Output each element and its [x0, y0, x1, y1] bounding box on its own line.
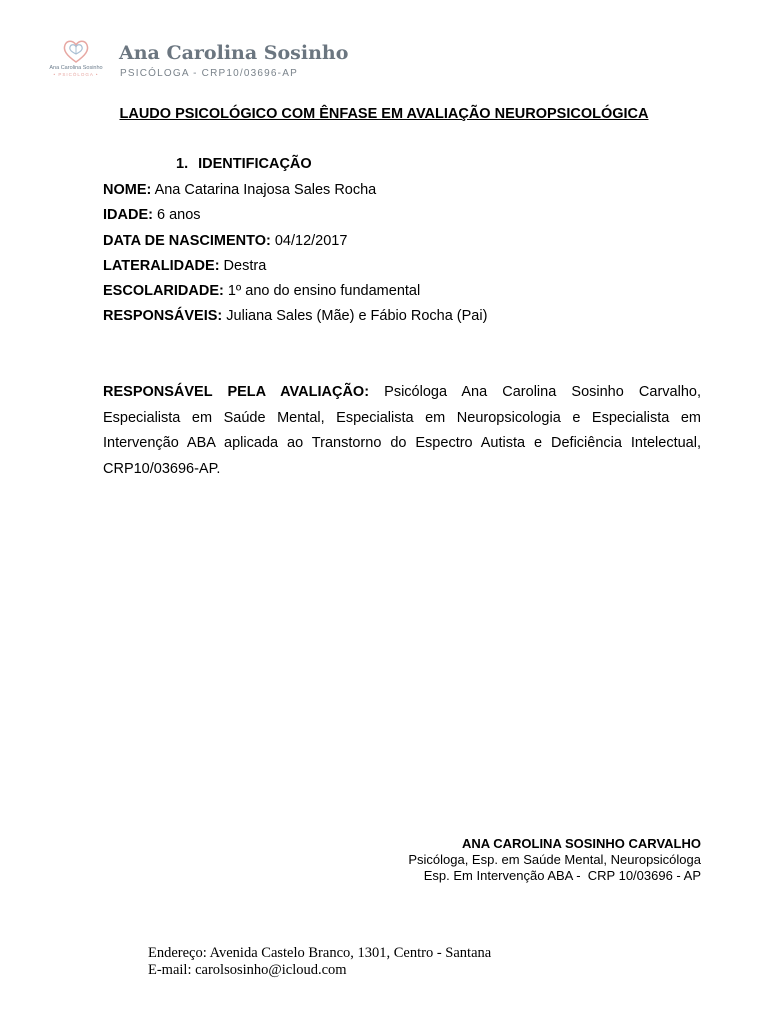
evaluator-paragraph	[103, 380, 701, 482]
section-title: IDENTIFICAÇÃO	[198, 156, 312, 172]
field-label: NOME:	[103, 182, 152, 198]
field-value: 6 anos	[152, 207, 201, 224]
field-escolaridade	[103, 282, 703, 307]
field-value: 1º ano do ensino fundamental	[223, 283, 421, 300]
field-responsaveis	[103, 307, 703, 332]
signature-block	[408, 836, 701, 884]
field-value: Destra	[219, 257, 267, 274]
signature-line-1: Psicóloga, Esp. em Saúde Mental, Neuropsicóloga	[408, 852, 701, 867]
field-label: RESPONSÁVEIS:	[103, 308, 223, 325]
brand-name: Ana Carolina Sosinho	[119, 42, 349, 64]
signature-name: ANA CAROLINA SOSINHO CARVALHO	[461, 836, 701, 851]
signature-line-2: Esp. Em Intervenção ABA - CRP 10/03696 - AP	[423, 868, 701, 883]
field-idade	[103, 206, 703, 231]
field-label: DATA DE NASCIMENTO:	[103, 232, 271, 249]
logo	[40, 34, 112, 84]
section-heading	[176, 156, 312, 172]
field-nome	[103, 181, 703, 206]
section-number: 1.	[176, 156, 189, 172]
identification-fields	[103, 181, 703, 333]
evaluator-text: Psicóloga Ana Carolina Sosinho Carvalho, Especialista em Saúde Mental, Especialista em Neuropsicologia e Especialista em Intervenção ABA aplicada ao Transtorno do Espectro Autista e Deficiência Intelectual, CRP10/03696-AP.	[103, 384, 701, 477]
footer-email: E-mail: carolsosinho@icloud.com	[148, 962, 347, 978]
field-value: Ana Catarina Inajosa Sales Rocha	[151, 182, 377, 198]
footer-address: Endereço: Avenida Castelo Branco, 1301, Centro - Santana	[148, 945, 492, 961]
field-label: IDADE:	[103, 207, 153, 224]
logo-tagline: • PSICÓLOGA •	[53, 72, 99, 77]
document-title: LAUDO PSICOLÓGICO COM ÊNFASE EM AVALIAÇÃO NEUROPSICOLÓGICA	[119, 106, 649, 122]
field-lateralidade	[103, 257, 703, 282]
field-label: ESCOLARIDADE:	[103, 283, 224, 300]
field-value: 04/12/2017	[270, 232, 348, 249]
brain-heart-logo-icon	[60, 38, 92, 64]
logo-name: Ana Carolina Sosinho	[49, 65, 103, 71]
field-data-nascimento	[103, 232, 703, 257]
letterhead	[40, 34, 380, 84]
footer	[148, 945, 491, 979]
field-label: LATERALIDADE:	[103, 257, 220, 274]
evaluator-label: RESPONSÁVEL PELA AVALIAÇÃO:	[103, 384, 370, 400]
brand-subtitle: PSICÓLOGA - CRP10/03696-AP	[120, 68, 298, 79]
field-value: Juliana Sales (Mãe) e Fábio Rocha (Pai)	[222, 308, 488, 325]
